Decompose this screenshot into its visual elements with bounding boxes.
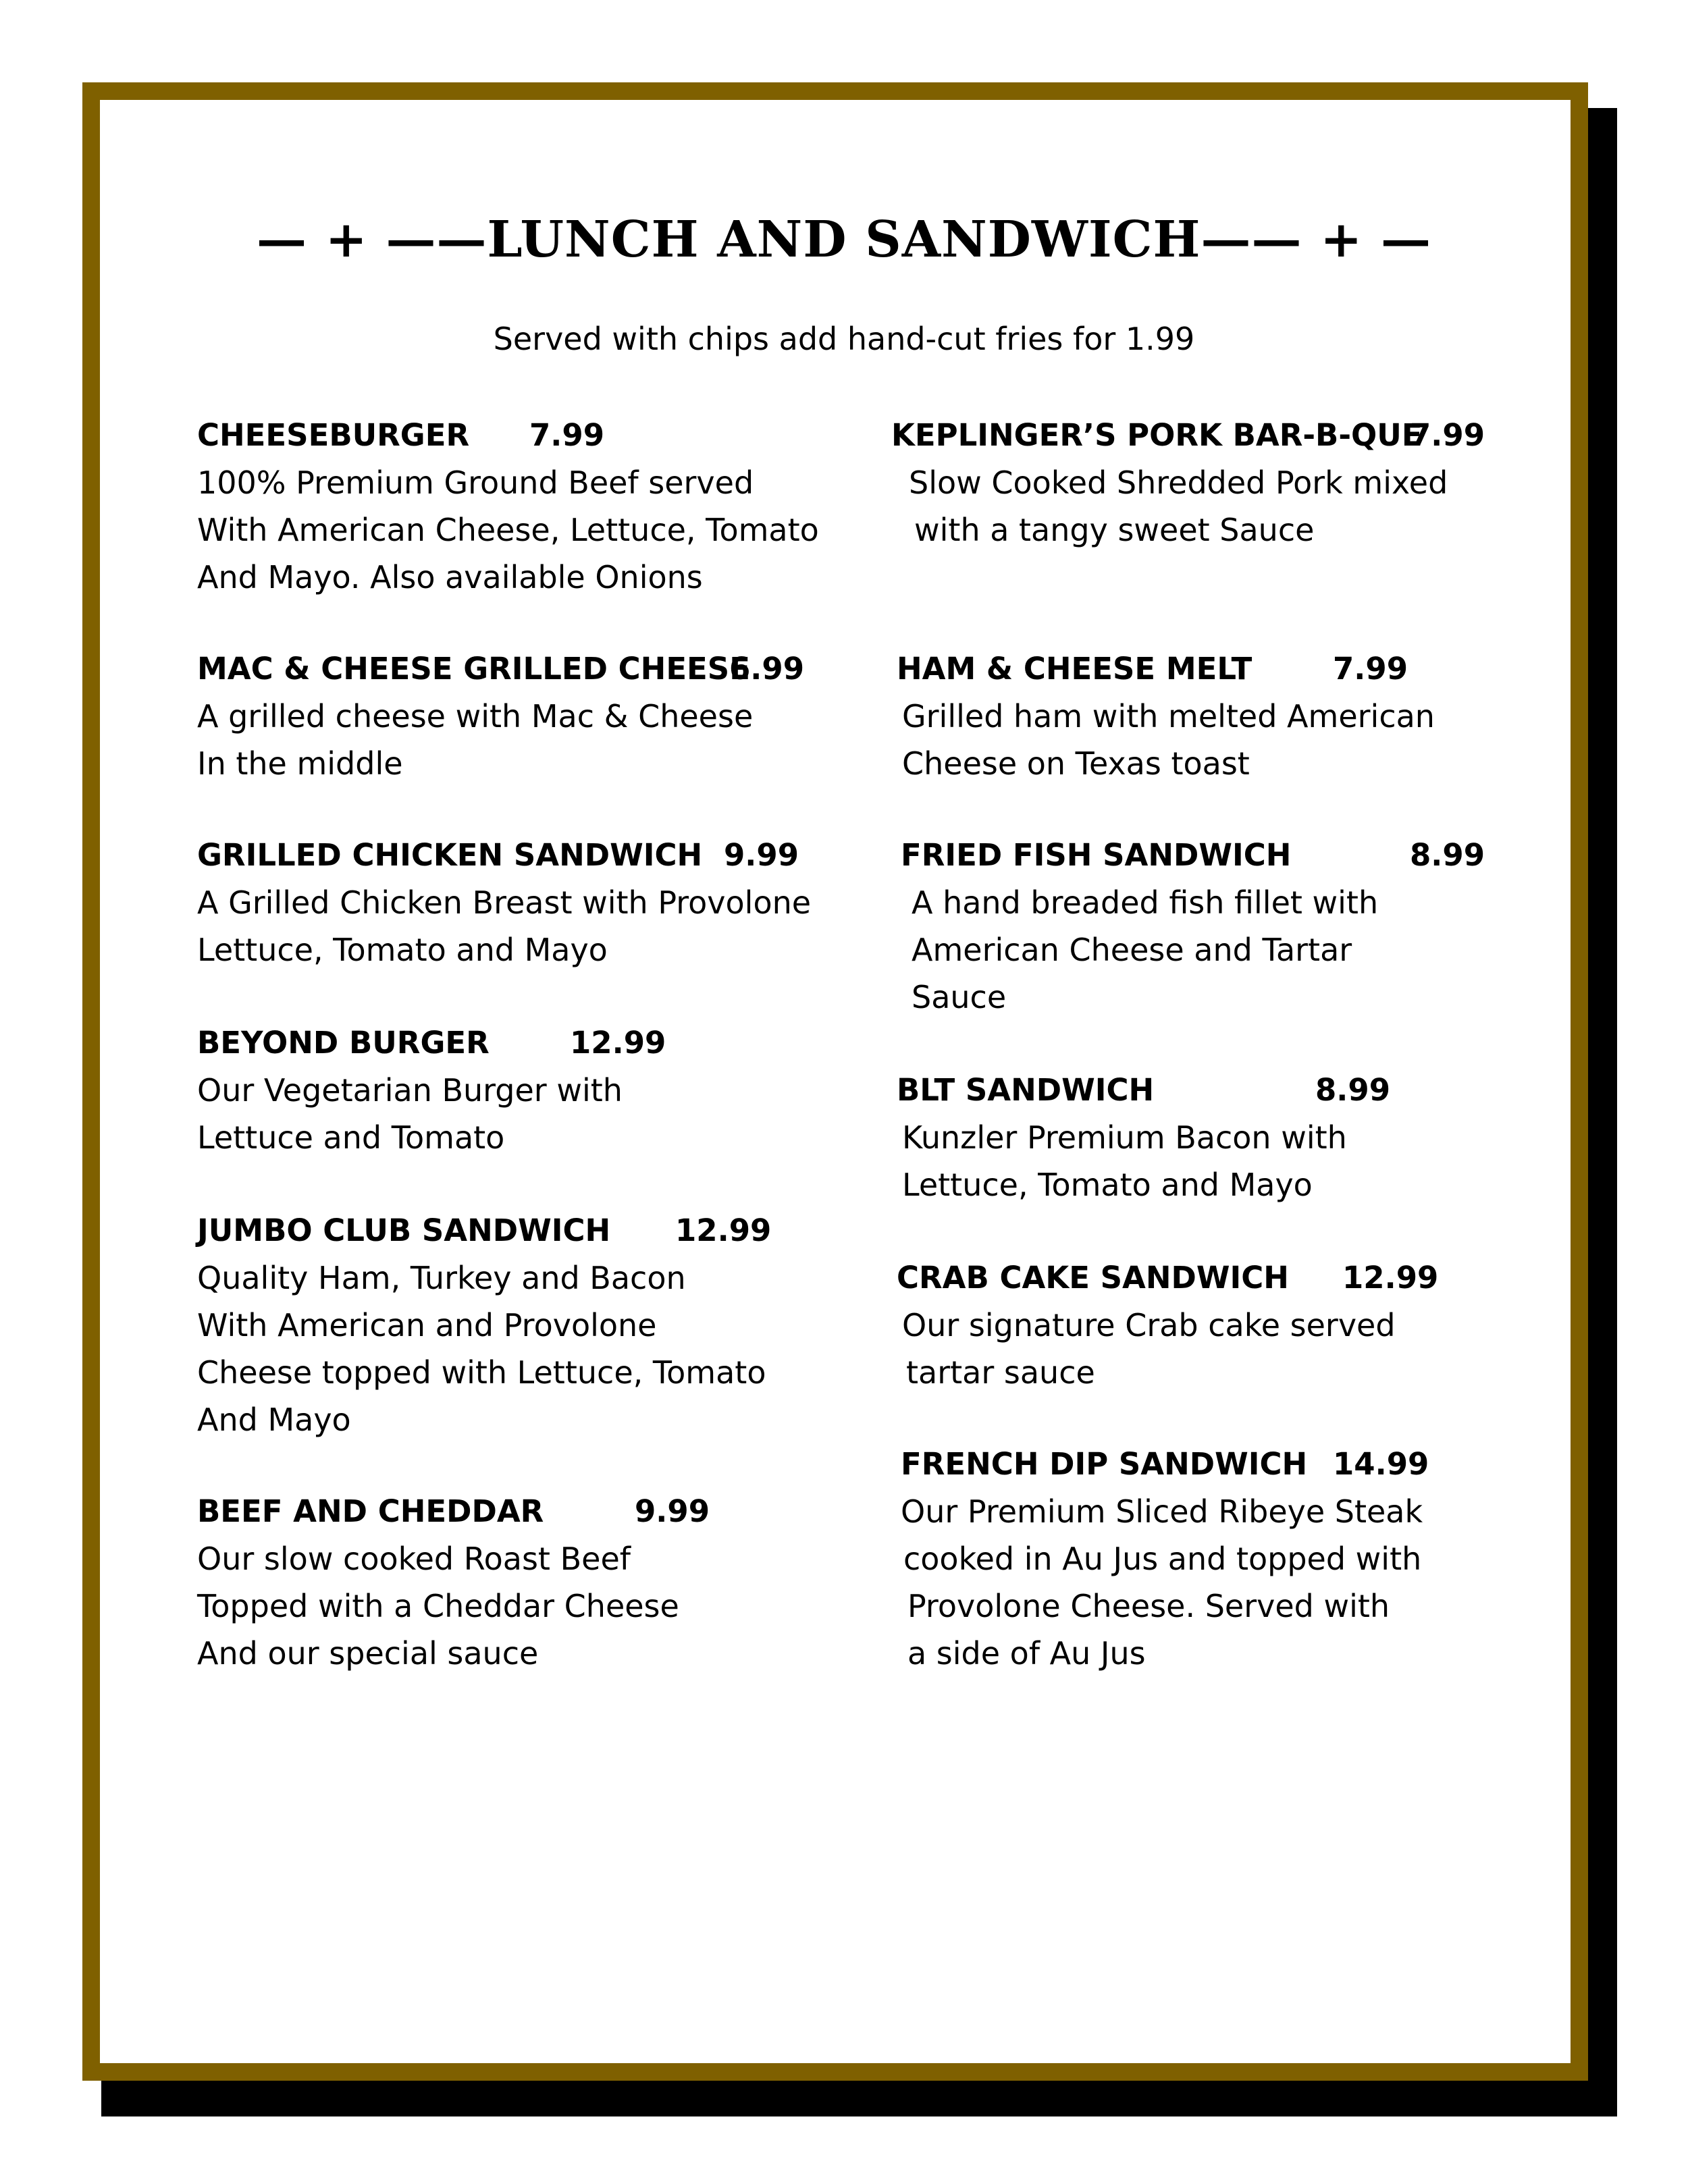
item-price: 8.99 — [1315, 1072, 1391, 1108]
item-name: BEEF AND CHEDDAR — [197, 1493, 544, 1529]
description-line: Cheese topped with Lettuce, Tomato — [197, 1354, 766, 1391]
item-price: 7.99 — [1333, 651, 1408, 687]
description-line: Our slow cooked Roast Beef — [197, 1541, 631, 1577]
menu-title: — + ——LUNCH AND SANDWICH—— + — — [257, 211, 1431, 269]
description-line: Slow Cooked Shredded Pork mixed — [909, 464, 1448, 501]
item-name: KEPLINGER’S PORK BAR-B-QUE — [891, 417, 1423, 453]
description-line: Lettuce, Tomato and Mayo — [902, 1167, 1313, 1203]
description-line: Our Vegetarian Burger with — [197, 1072, 623, 1109]
item-price: 14.99 — [1333, 1446, 1429, 1482]
description-line: Lettuce and Tomato — [197, 1119, 505, 1156]
description-line: Sauce — [912, 979, 1007, 1015]
item-price: 6.99 — [729, 651, 805, 687]
item-price: 8.99 — [1410, 837, 1485, 873]
item-name: HAM & CHEESE MELT — [897, 651, 1252, 687]
item-price: 7.99 — [529, 417, 605, 453]
description-line: Grilled ham with melted American — [902, 698, 1435, 735]
item-name: CRAB CAKE SANDWICH — [897, 1260, 1289, 1296]
menu-item-keplingers-pork-bbq — [891, 412, 1485, 554]
item-description — [901, 879, 1378, 1021]
description-line: tartar sauce — [906, 1354, 1095, 1391]
item-price: 7.99 — [1410, 417, 1485, 453]
item-price: 9.99 — [724, 837, 799, 873]
item-name: CHEESEBURGER — [197, 417, 470, 453]
description-line: Our signature Crab cake served — [902, 1307, 1396, 1343]
description-line: A Grilled Chicken Breast with Provolone — [197, 884, 812, 921]
menu-item-ham-cheese-melt — [897, 645, 1435, 787]
description-line: And our special sauce — [197, 1635, 539, 1672]
description-line: Kunzler Premium Bacon with — [902, 1119, 1347, 1156]
item-name: FRENCH DIP SANDWICH — [901, 1446, 1308, 1482]
menu-subtitle: Served with chips add hand-cut fries for 1.99 — [493, 321, 1195, 357]
description-line: with a tangy sweet Sauce — [914, 512, 1315, 548]
menu-item-grilled-chicken-sandwich — [197, 832, 811, 974]
description-line: And Mayo. Also available Onions — [197, 559, 703, 595]
description-line: American Cheese and Tartar — [912, 932, 1352, 968]
menu-item-french-dip-sandwich — [901, 1441, 1429, 1677]
menu-item-beef-and-cheddar — [197, 1488, 710, 1677]
description-line: With American and Provolone — [197, 1307, 657, 1343]
item-price: 12.99 — [675, 1213, 772, 1248]
menu-item-cheeseburger — [197, 412, 819, 601]
item-description — [897, 693, 1435, 787]
item-price: 12.99 — [1342, 1260, 1439, 1296]
description-line: Quality Ham, Turkey and Bacon — [197, 1260, 686, 1296]
description-line: Provolone Cheese. Served with — [907, 1588, 1390, 1624]
item-price: 9.99 — [635, 1493, 710, 1529]
item-description — [897, 1302, 1396, 1396]
description-line: Lettuce, Tomato and Mayo — [197, 932, 608, 968]
item-description — [197, 1535, 679, 1677]
description-line: cooked in Au Jus and topped with — [903, 1541, 1422, 1577]
item-description — [897, 1114, 1347, 1208]
menu-item-blt-sandwich — [897, 1067, 1391, 1208]
description-line: a side of Au Jus — [907, 1635, 1146, 1672]
menu-item-beyond-burger — [197, 1019, 666, 1161]
item-name: JUMBO CLUB SANDWICH — [197, 1213, 611, 1248]
description-line: Cheese on Texas toast — [902, 745, 1250, 782]
item-name: BEYOND BURGER — [197, 1025, 490, 1061]
description-line: A hand breaded fish fillet with — [912, 884, 1379, 921]
item-name: FRIED FISH SANDWICH — [901, 837, 1292, 873]
menu-item-jumbo-club-sandwich — [197, 1207, 772, 1443]
item-description — [197, 693, 753, 787]
item-price: 12.99 — [570, 1025, 666, 1061]
description-line: In the middle — [197, 745, 403, 782]
item-description — [197, 1067, 623, 1161]
item-description — [197, 1254, 766, 1443]
item-name: BLT SANDWICH — [897, 1072, 1155, 1108]
description-line: Topped with a Cheddar Cheese — [197, 1588, 679, 1624]
menu-item-mac-cheese-grilled-cheese — [197, 645, 805, 787]
item-description — [197, 879, 811, 974]
description-line: A grilled cheese with Mac & Cheese — [197, 698, 754, 735]
item-name: GRILLED CHICKEN SANDWICH — [197, 837, 703, 873]
menu-item-crab-cake-sandwich — [897, 1254, 1439, 1396]
description-line: 100% Premium Ground Beef served — [197, 464, 754, 501]
menu-item-fried-fish-sandwich — [901, 832, 1485, 1021]
item-description — [901, 1488, 1423, 1677]
description-line: With American Cheese, Lettuce, Tomato — [197, 512, 819, 548]
item-description — [891, 459, 1448, 554]
item-name: MAC & CHEESE GRILLED CHEESE — [197, 651, 750, 687]
item-description — [197, 459, 819, 601]
description-line: And Mayo — [197, 1402, 351, 1438]
description-line: Our Premium Sliced Ribeye Steak — [901, 1493, 1423, 1530]
